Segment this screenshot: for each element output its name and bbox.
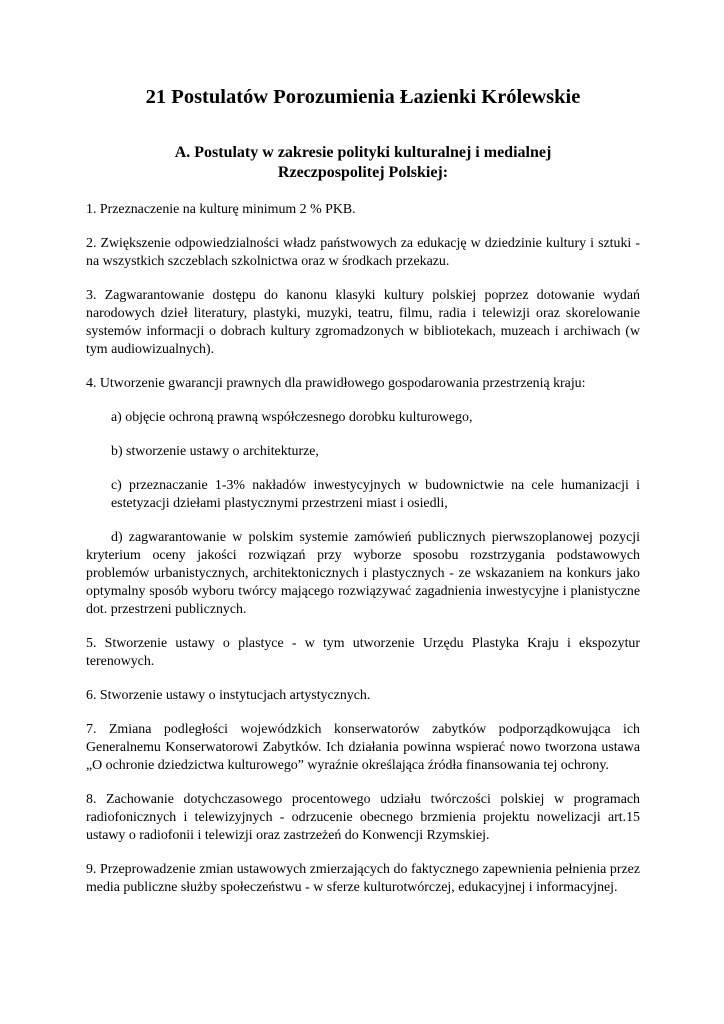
postulate-8: 8. Zachowanie dotychczasowego procentowego udziału twórczości polskiej w programach radiofonicznych i telewizyjnych - odrzucenie obecnego brzmienia projektu nowelizacji art.15 ustawy o radiofonii i telewizji oraz zastrzeżeń do Konwencji Rzymskiej. (86, 792, 640, 843)
postulate-7: 7. Zmiana podległości wojewódzkich konserwatorów zabytków podporządkowująca ich Generalnemu Konserwatorowi Zabytków. Ich działania powinna wspierać nowo tworzona ustawa „O ochronie dziedzictwa kulturowego” wyraźnie określająca źródła finansowania tej ochrony. (86, 722, 640, 773)
postulate-1: 1. Przeznaczenie na kulturę minimum 2 % PKB. (86, 202, 356, 217)
document-page (86, 84, 640, 913)
postulate-2: 2. Zwiększenie odpowiedzialności władz państwowych za edukację w dziedzinie kultury i sztuki - na wszystkich szczeblach szkolnictwa oraz w środkach przekazu. (86, 236, 640, 269)
postulate-4: 4. Utworzenie gwarancji prawnych dla prawidłowego gospodarowania przestrzenią kraju: (86, 376, 586, 391)
postulate-6: 6. Stworzenie ustawy o instytucjach artystycznych. (86, 688, 371, 703)
postulate-5: 5. Stworzenie ustawy o plastyce - w tym utworzenie Urzędu Plastyka Kraju i ekspozytur terenowych. (86, 636, 640, 669)
postulate-4-sub-c: c) przeznaczanie 1-3% nakładów inwestycyjnych w budownictwie na cele humanizacji i estetyzacji dziełami plastycznymi przestrzeni miast i osiedli, (111, 478, 640, 511)
postulate-3: 3. Zagwarantowanie dostępu do kanonu klasyki kultury polskiej poprzez dotowanie wydań narodowych dzieł literatury, plastyki, muzyki, teatru, filmu, radia i telewizji oraz skorelowanie systemów informacji o dobrach kultury zgromadzonych w bibliotekach, muzeach i archiwach (w tym audiowizualnych). (86, 288, 640, 357)
postulate-9: 9. Przeprowadzenie zmian ustawowych zmierzających do faktycznego zapewnienia pełnienia przez media publiczne służby społeczeństwu - w sferze kulturotwórczej, edukacyjnej i informacyjnej. (86, 862, 640, 895)
section-a-title-line1: A. Postulaty w zakresie polityki kulturalnej i medialnej (174, 144, 552, 161)
postulate-4-sub-b: b) stworzenie ustawy o architekturze, (111, 444, 319, 459)
document-title: 21 Postulatów Porozumienia Łazienki Królewskie (145, 86, 581, 108)
postulate-4-sub-a: a) objęcie ochroną prawną współczesnego dorobku kulturowego, (111, 410, 473, 425)
postulate-4-sub-d: d) zagwarantowanie w polskim systemie zamówień publicznych pierwszoplanowej pozycji kryterium oceny jakości rozwiązań przy wyborze sposobu rozstrzygania podstawowych problemów urbanistycznych, architektonicznych i plastycznych - ze wskazaniem na konkurs jako optymalny sposób wyboru twórcy mającego rozwiązywać zagadnienia inwestycyjne i planistyczne dot. przestrzeni publicznych. (86, 530, 640, 617)
section-a-title (86, 143, 640, 183)
section-a-title-line2: Rzeczpospolitej Polskiej: (277, 164, 449, 181)
